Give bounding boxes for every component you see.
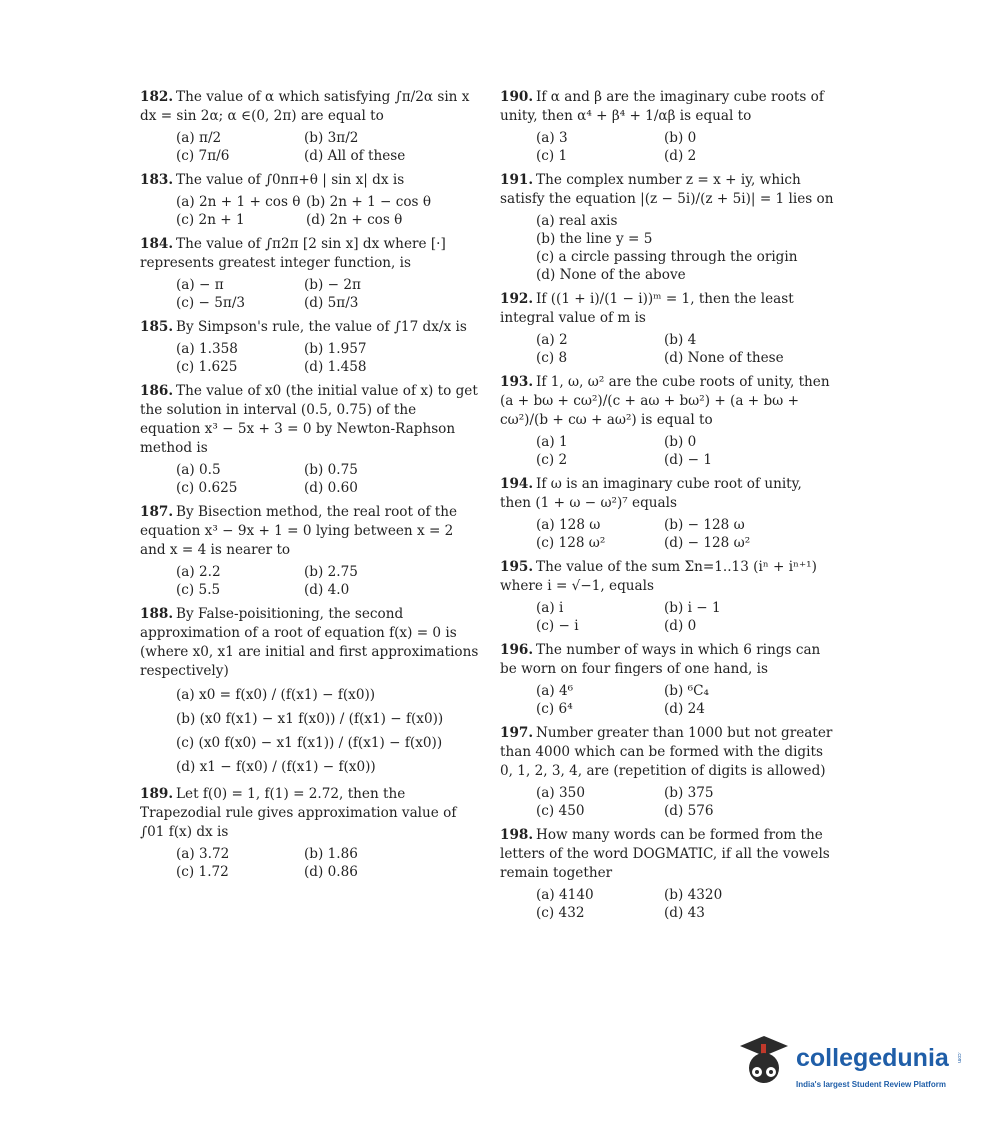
question-text: The complex number z = x + iy, which satisfy the equation |(z − 5i)/(z + 5i)| = 1 lies on [500,172,834,207]
option-d: (d) 0 [664,618,697,634]
option-c: (c) 2 [536,452,568,468]
option-a: (a) 4⁶ [536,683,574,699]
question-text: Let f(0) = 1, f(1) = 2.72, then the Trapezodial rule gives approximation value of ∫01 f(x) dx is [140,786,457,840]
option-b: (b) the line y = 5 [536,231,653,247]
option-b: (b) 4320 [664,887,723,903]
question-text: The value of ∫0nπ+θ | sin x| dx is [176,172,405,188]
question-text: If 1, ω, ω² are the cube roots of unity, then (a + bω + cω²)/(c + aω + bω²) + (a + bω + cω²)/(b + cω + aω²) is equal to [500,374,830,428]
option-b: (b) 0 [664,130,697,146]
option-d: (d) None of the above [536,267,686,283]
option-d: (d) 0.60 [304,480,358,496]
option-b: (b) 4 [664,332,697,348]
option-b: (b) ⁶C₄ [664,683,709,699]
logo-wordmark: collegedunia [796,1044,949,1072]
option-a: (a) − π [176,277,224,293]
option-a: (a) 128 ω [536,517,601,533]
question-number: 182. [140,89,174,105]
option-c: (c) − 5π/3 [176,295,246,311]
option-c: (c) 1 [536,148,568,164]
option-d: (d) 2n + cos θ [306,212,403,228]
option-a: (a) real axis [536,213,618,229]
option-b: (b) − 2π [304,277,361,293]
option-d: (d) All of these [304,148,406,164]
question-text: If α and β are the imaginary cube roots of unity, then α⁴ + β⁴ + 1/αβ is equal to [500,89,824,124]
option-a: (a) 1.358 [176,341,238,357]
question-number: 183. [140,172,174,188]
option-d: (d) 43 [664,905,705,921]
question-number: 195. [500,559,534,575]
option-d: (d) None of these [664,350,784,366]
option-c: (c) 450 [536,803,585,819]
question-number: 191. [500,172,534,188]
option-b: (b) (x0 f(x1) − x1 f(x0)) / (f(x1) − f(x0)) [176,711,444,727]
option-c: (c) 7π/6 [176,148,230,164]
question-195 [500,558,835,635]
question-number: 184. [140,236,174,252]
option-b: (b) − 128 ω [664,517,745,533]
option-a: (a) 1 [536,434,568,450]
option-b: (b) 3π/2 [304,130,359,146]
option-b: (b) 0 [664,434,697,450]
option-c: (c) 1.72 [176,864,229,880]
question-185 [140,318,480,376]
option-b: (b) 0.75 [304,462,358,478]
question-192 [500,290,835,367]
question-text: By Simpson's rule, the value of ∫17 dx/x is [176,319,467,335]
option-a: (a) 0.5 [176,462,221,478]
option-d: (d) 5π/3 [304,295,359,311]
question-number: 196. [500,642,534,658]
question-number: 198. [500,827,534,843]
logo-suffix: .com [956,1052,962,1063]
left-column [140,88,480,887]
option-c: (c) 128 ω² [536,535,606,551]
question-text: By Bisection method, the real root of the equation x³ − 9x + 1 = 0 lying between x = 2 and x = 4 is nearer to [140,504,458,558]
option-a: (a) x0 = f(x0) / (f(x1) − f(x0)) [176,687,376,703]
option-a: (a) 4140 [536,887,594,903]
option-c: (c) 8 [536,350,568,366]
logo-tagline: India's largest Student Review Platform [796,1080,946,1089]
question-text: The value of x0 (the initial value of x) to get the solution in interval (0.5, 0.75) of the equation x³ − 5x + 3 = 0 by Newton-Raphson method is [140,383,478,456]
option-c: (c) 6⁴ [536,701,573,717]
question-number: 185. [140,319,174,335]
option-c: (c) 2n + 1 [176,212,245,228]
option-a: (a) 350 [536,785,585,801]
option-b: (b) 2n + 1 − cos θ [306,194,432,210]
option-a: (a) i [536,600,564,616]
option-d: (d) − 128 ω² [664,535,751,551]
option-b: (b) 2.75 [304,564,358,580]
option-d: (d) 4.0 [304,582,350,598]
question-189 [140,785,480,881]
question-text: The number of ways in which 6 rings can be worn on four fingers of one hand, is [500,642,821,677]
question-text: How many words can be formed from the letters of the word DOGMATIC, if all the vowels remain together [500,827,830,881]
option-c: (c) − i [536,618,579,634]
question-number: 186. [140,383,174,399]
question-193 [500,373,835,469]
question-190 [500,88,835,165]
option-a: (a) π/2 [176,130,222,146]
option-d: (d) − 1 [664,452,712,468]
option-c: (c) a circle passing through the origin [536,249,798,265]
question-text: The value of ∫π2π [2 sin x] dx where [·] represents greatest integer function, is [140,236,446,271]
question-number: 194. [500,476,534,492]
question-184 [140,235,480,312]
question-text: The value of α which satisfying ∫π/2α sin x dx = sin 2α; α ∈(0, 2π) are equal to [140,89,470,124]
question-text: If ((1 + i)/(1 − i))ᵐ = 1, then the least integral value of m is [500,291,794,326]
question-191 [500,171,835,284]
option-c: (c) (x0 f(x0) − x1 f(x1)) / (f(x1) − f(x0)) [176,735,443,751]
option-b: (b) 1.86 [304,846,358,862]
option-a: (a) 2.2 [176,564,221,580]
option-b: (b) 1.957 [304,341,367,357]
question-197 [500,724,835,820]
question-text: If ω is an imaginary cube root of unity, then (1 + ω − ω²)⁷ equals [500,476,802,511]
option-d: (d) 0.86 [304,864,358,880]
question-194 [500,475,835,552]
option-c: (c) 1.625 [176,359,238,375]
question-number: 188. [140,606,174,622]
question-188 [140,605,480,779]
question-187 [140,503,480,599]
question-183 [140,171,480,229]
graduate-mascot-icon [734,1030,792,1094]
question-number: 193. [500,374,534,390]
right-column [500,88,835,928]
option-a: (a) 3.72 [176,846,230,862]
question-number: 190. [500,89,534,105]
question-186 [140,382,480,497]
option-c: (c) 432 [536,905,585,921]
question-number: 197. [500,725,534,741]
question-196 [500,641,835,718]
option-d: (d) 576 [664,803,714,819]
question-number: 192. [500,291,534,307]
option-a: (a) 2 [536,332,568,348]
question-182 [140,88,480,165]
question-text: The value of the sum Σn=1..13 (iⁿ + iⁿ⁺¹) where i = √−1, equals [500,559,817,594]
question-text: By False-poisitioning, the second approximation of a root of equation f(x) = 0 is (where x0, x1 are initial and first approximations respectively) [140,606,479,679]
question-text: Number greater than 1000 but not greater than 4000 which can be formed with the digits 0, 1, 2, 3, 4, are (repetition of digits is allowed) [500,725,833,779]
option-a: (a) 2n + 1 + cos θ [176,194,301,210]
option-b: (b) 375 [664,785,714,801]
collegedunia-logo[interactable] [734,1030,964,1100]
question-number: 189. [140,786,174,802]
option-b: (b) i − 1 [664,600,721,616]
option-c: (c) 0.625 [176,480,238,496]
question-number: 187. [140,504,174,520]
question-198 [500,826,835,922]
option-d: (d) 24 [664,701,705,717]
option-d: (d) x1 − f(x0) / (f(x1) − f(x0)) [176,759,376,775]
option-d: (d) 2 [664,148,697,164]
option-d: (d) 1.458 [304,359,367,375]
option-c: (c) 5.5 [176,582,221,598]
option-a: (a) 3 [536,130,568,146]
